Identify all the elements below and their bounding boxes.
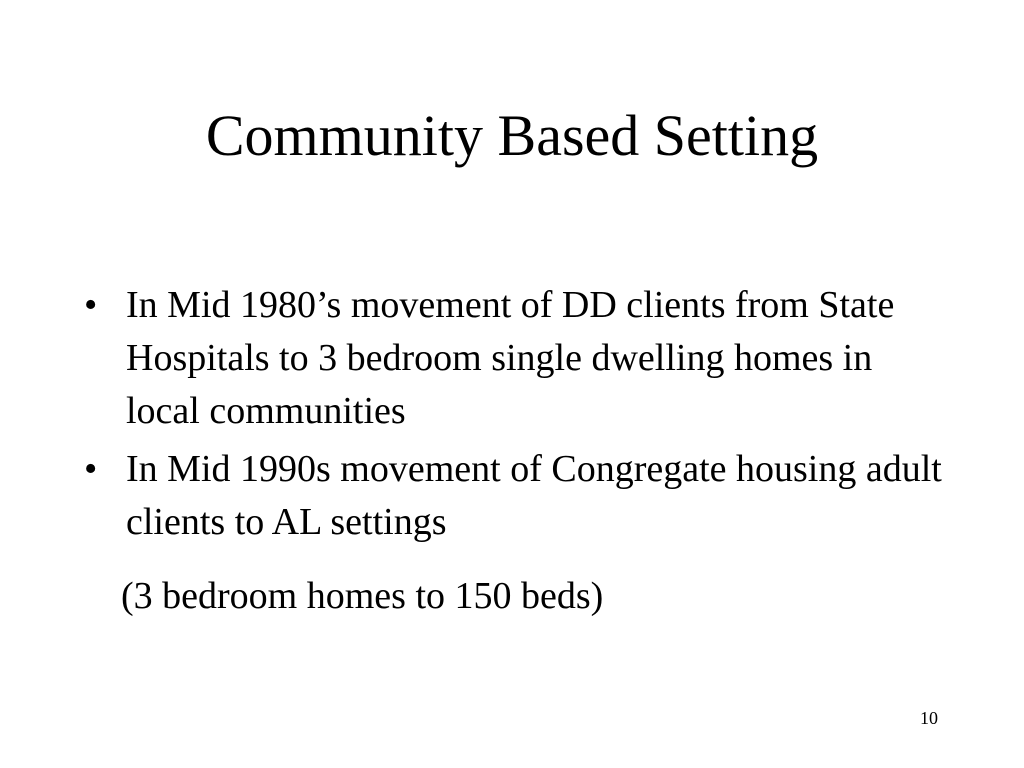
bullet-text: In Mid 1980’s movement of DD clients from State Hospitals to 3 bedroom single dwelling homes in local communities (126, 284, 895, 432)
bullet-icon: • (84, 448, 98, 490)
bullet-list (84, 279, 944, 554)
bullet-item-1 (84, 279, 944, 438)
slide-title: Community Based Setting (205, 103, 819, 168)
bullet-text: In Mid 1990s movement of Congregate housing adult clients to AL settings (126, 448, 942, 543)
bullet-item-2 (84, 443, 944, 549)
bullet-subtext: (3 bedroom homes to 150 beds) (121, 575, 604, 617)
bullet-icon: • (84, 284, 98, 326)
page-number: 10 (920, 708, 938, 728)
